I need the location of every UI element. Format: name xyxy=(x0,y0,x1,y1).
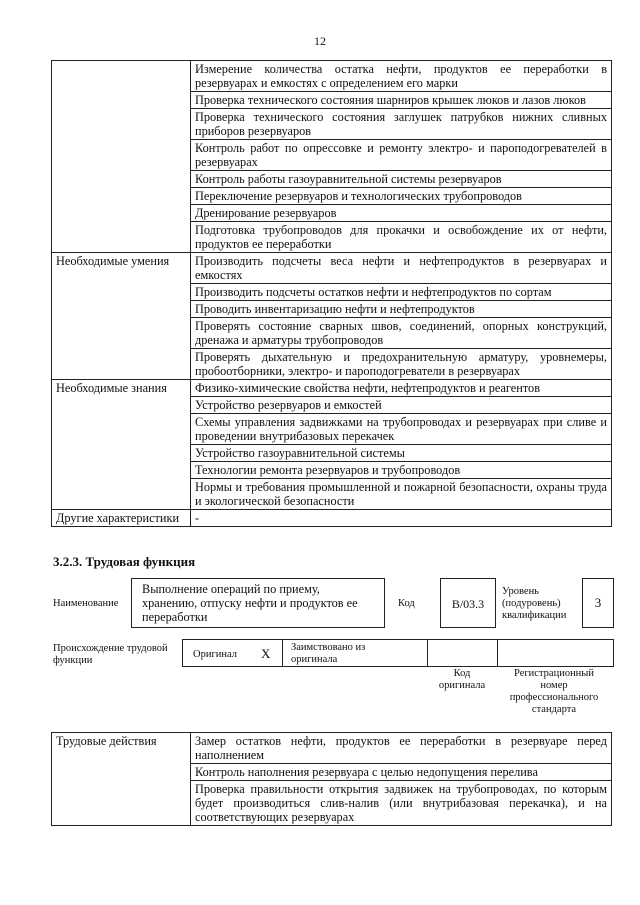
code-value-box xyxy=(440,578,496,628)
code-value: B/03.3 xyxy=(451,597,485,611)
level-value-box xyxy=(582,578,614,628)
action-row: Контроль работы газоуравнительной системы резервуаров xyxy=(191,171,612,188)
knowledge-row: Технологии ремонта резервуаров и трубопроводов xyxy=(191,462,612,479)
skill-row: Проверять состояние сварных швов, соединений, опорных конструкций, дренажа и арматуры трубопроводов xyxy=(191,318,612,349)
labor-actions-label: Трудовые действия xyxy=(52,733,191,826)
action-row: Подготовка трубопроводов для прокачки и освобождение их от нефти, продуктов ее переработки xyxy=(191,222,612,253)
other-label: Другие характеристики xyxy=(52,510,191,527)
skill-row: Проводить инвентаризацию нефти и нефтепродуктов xyxy=(191,301,612,318)
action-row: Переключение резервуаров и технологических трубопроводов xyxy=(191,188,612,205)
labor-action-row: Проверка правильности открытия задвижек на трубопроводах, по которым будет производиться слив-налив (или внутрибазовая перекачка), и на соответствующих резервуарах xyxy=(191,781,612,826)
knowledge-label: Необходимые знания xyxy=(52,380,191,510)
knowledge-row: Устройство газоуравнительной системы xyxy=(191,445,612,462)
original-label: Оригинал xyxy=(193,649,237,660)
level-value: 3 xyxy=(594,595,602,610)
name-label: Наименование xyxy=(53,598,119,609)
action-row: Проверка технического состояния заглушек патрубков нижних сливных приборов резервуаров xyxy=(191,109,612,140)
page-number: 12 xyxy=(314,34,326,48)
labor-action-row: Замер остатков нефти, продуктов ее переработки в резервуаре перед наполнением xyxy=(191,733,612,764)
code-label: Код xyxy=(398,598,415,609)
skill-row: Проверять дыхательную и предохранительную арматуру, уровнемеры, пробоотборники, электро- и пароподогреватели в резервуарах xyxy=(191,349,612,380)
name-value: Выполнение операций по приему, хранению, отпуску нефти и продуктов ее переработки xyxy=(142,582,358,624)
knowledge-row: Нормы и требования промышленной и пожарной безопасности, охраны труда и экологической безопасности xyxy=(191,479,612,510)
borrowed-label: Заимствовано из оригинала xyxy=(291,642,366,665)
knowledge-row: Физико-химические свойства нефти, нефтепродуктов и реагентов xyxy=(191,380,612,397)
action-row: Дренирование резервуаров xyxy=(191,205,612,222)
action-row: Контроль работ по опрессовке и ремонту электро- и пароподогревателей в резервуарах xyxy=(191,140,612,171)
skill-row: Производить подсчеты остатков нефти и нефтепродуктов по сортам xyxy=(191,284,612,301)
skills-knowledge-table xyxy=(51,60,612,527)
code-original-label: Код оригинала xyxy=(438,668,486,691)
level-label: Уровень (подуровень) квалификации xyxy=(502,586,567,621)
action-row: Измерение количества остатка нефти, продуктов ее переработки в резервуарах и емкостях с определением его марки xyxy=(191,61,612,92)
labor-actions-table xyxy=(51,732,612,826)
section-title: 3.2.3. Трудовая функция xyxy=(53,554,196,569)
knowledge-row: Устройство резервуаров и емкостей xyxy=(191,397,612,414)
original-mark: X xyxy=(261,646,271,661)
action-row: Проверка технического состояния шарниров крышек люков и лазов люков xyxy=(191,92,612,109)
skills-label: Необходимые умения xyxy=(52,253,191,380)
name-value-box xyxy=(131,578,385,628)
origin-label: Происхождение трудовой функции xyxy=(53,643,168,666)
continuation-label-cell xyxy=(52,61,191,253)
labor-action-row: Контроль наполнения резервуара с целью недопущения перелива xyxy=(191,764,612,781)
skill-row: Производить подсчеты веса нефти и нефтепродуктов в резервуарах и емкостях xyxy=(191,253,612,284)
knowledge-row: Схемы управления задвижками на трубопроводах и резервуарах при сливе и проведении внутрибазовых перекачек xyxy=(191,414,612,445)
reg-number-label: Регистрационный номер профессионального стандарта xyxy=(509,668,599,715)
other-value: - xyxy=(191,510,612,527)
